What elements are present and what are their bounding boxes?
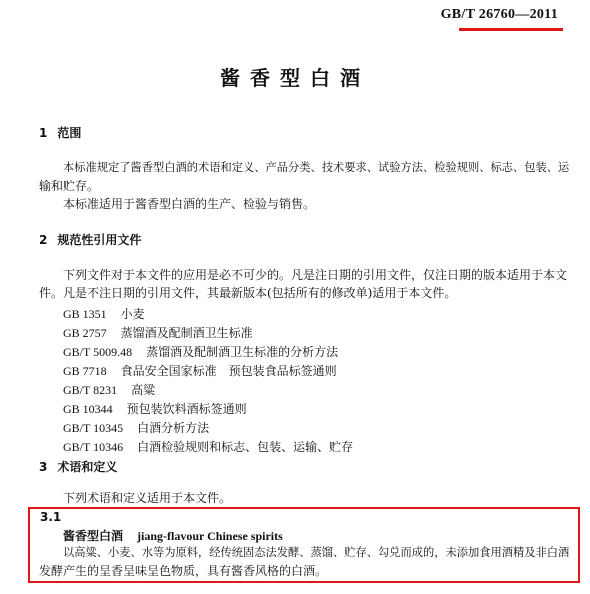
term-line: [63, 527, 283, 544]
section-3-heading: [39, 458, 117, 475]
reference-item: [63, 419, 209, 436]
reference-item: [63, 438, 353, 455]
reference-title: 蒸馏酒及配制酒卫生标准: [120, 326, 253, 340]
reference-item: [63, 343, 338, 360]
reference-item: [63, 362, 337, 379]
reference-code: GB 2757: [63, 326, 107, 340]
section-2-intro-line1: 下列文件对于本文件的应用是必不可少的。凡是注日期的引用文件，仅注日期的版本适用于本文: [63, 268, 568, 282]
reference-item: [63, 400, 247, 417]
section-1-para2: 本标准适用于酱香型白酒的生产、检验与销售。: [63, 197, 316, 211]
reference-title: 白酒检验规则和标志、包装、运输、贮存: [137, 440, 354, 454]
reference-title: 小麦: [120, 307, 145, 321]
reference-title: 高粱: [131, 383, 156, 397]
definition-line2: 发酵产生的呈香呈味呈色物质，具有酱香风格的白酒。: [39, 564, 328, 578]
reference-code: GB/T 10346: [63, 440, 124, 454]
section-2-number: 2: [39, 233, 48, 247]
section-2-intro-line2: 件。凡是不注日期的引用文件，其最新版本(包括所有的修改单)适用于本文件。: [39, 286, 457, 300]
reference-title: 食品安全国家标准 预包装食品标签通则: [120, 364, 337, 378]
reference-item: [63, 381, 155, 398]
standard-code: GB/T 26760—2011: [440, 7, 558, 22]
clause-number: 3.1: [40, 510, 62, 524]
term-chinese: 酱香型白酒: [63, 529, 124, 543]
section-1-para1-line2: 输和贮存。: [39, 179, 100, 193]
standard-code-underline: [459, 28, 563, 31]
reference-title: 蒸馏酒及配制酒卫生标准的分析方法: [146, 345, 339, 359]
reference-title: 白酒分析方法: [137, 421, 210, 435]
term-english: jiang-flavour Chinese spirits: [137, 529, 283, 543]
reference-title: 预包装饮料酒标签通则: [126, 402, 247, 416]
document-title: 酱香型白酒: [220, 66, 370, 90]
definition-line1: 以高粱、小麦、水等为原料，经传统固态法发酵、蒸馏、贮存、勾兑而成的，未添加食用酒精及非白酒: [63, 546, 570, 559]
reference-code: GB/T 8231: [63, 383, 118, 397]
reference-code: GB 1351: [63, 307, 107, 321]
section-1-title: 范围: [57, 126, 82, 140]
section-1-number: 1: [39, 126, 48, 140]
reference-code: GB 7718: [63, 364, 107, 378]
section-2-heading: [39, 231, 141, 248]
reference-code: GB 10344: [63, 402, 113, 416]
section-3-title: 术语和定义: [57, 460, 118, 474]
section-1-heading: [39, 124, 81, 141]
section-3-intro: 下列术语和定义适用于本文件。: [63, 491, 232, 505]
reference-item: [63, 324, 253, 341]
reference-code: GB/T 10345: [63, 421, 124, 435]
section-3-number: 3: [39, 460, 48, 474]
section-1-para1-line1: 本标准规定了酱香型白酒的术语和定义、产品分类、技术要求、试验方法、检验规则、标志、包装、运: [63, 161, 570, 174]
reference-code: GB/T 5009.48: [63, 345, 133, 359]
reference-item: [63, 305, 145, 322]
section-2-title: 规范性引用文件: [57, 233, 142, 247]
